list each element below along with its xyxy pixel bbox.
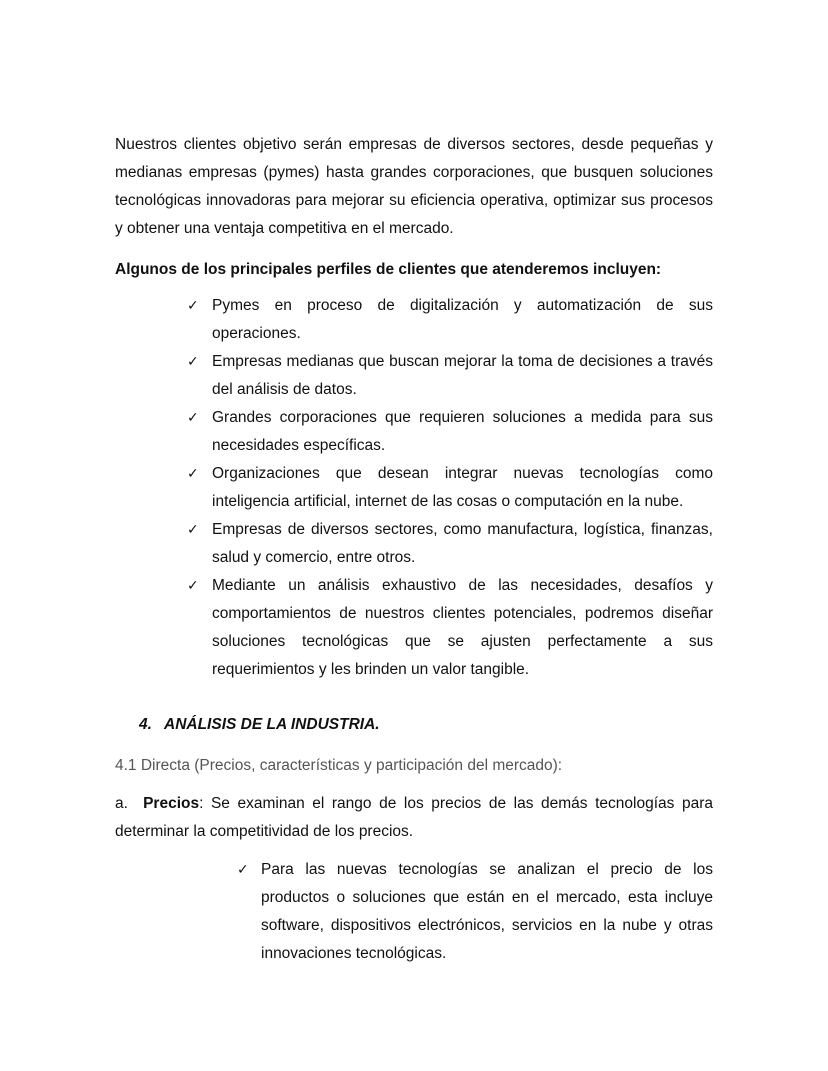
list-item-text: Pymes en proceso de digitalización y automatización de sus operaciones. [212,297,713,342]
checkmark-icon: ✓ [187,354,199,370]
item-a-label: Precios [143,795,200,812]
profiles-heading: Algunos de los principales perfiles de clientes que atenderemos incluyen: [115,261,662,278]
intro-paragraph: Nuestros clientes objetivo serán empresas de diversos sectores, desde pequeñas y medianas empresas (pymes) hasta grandes corporaciones, que busquen soluciones tecnológicas innovadoras para mejorar su eficiencia operativa, optimizar sus procesos y obtener una ventaja competitiva en el mercado. [115,136,713,237]
checkmark-icon: ✓ [187,410,199,426]
client-profiles-list [0,292,713,684]
section-heading [139,711,380,739]
list-item [0,460,713,516]
subsection-heading: 4.1 Directa (Precios, características y participación del mercado): [115,757,563,774]
checkmark-icon: ✓ [187,578,199,594]
item-a-paragraph [115,790,713,846]
item-a-text: : Se examinan el rango de los precios de las demás tecnologías para determinar la competitividad de los precios. [115,795,713,840]
list-item [0,404,713,460]
list-item-text: Empresas medianas que buscan mejorar la toma de decisiones a través del análisis de datos. [212,353,713,398]
list-item-text: Para las nuevas tecnologías se analizan el precio de los productos o soluciones que están en el mercado, esta incluye software, dispositivos electrónicos, servicios en la nube y otras innovaciones tecnológicas. [261,861,713,962]
checkmark-icon: ✓ [187,298,199,314]
section-title: ANÁLISIS DE LA INDUSTRIA. [164,716,380,733]
list-item [0,348,713,404]
list-item-text: Grandes corporaciones que requieren soluciones a medida para sus necesidades específicas. [212,409,713,454]
list-item-text: Mediante un análisis exhaustivo de las necesidades, desafíos y comportamientos de nuestros clientes potenciales, podremos diseñar soluciones tecnológicas que se ajusten perfectamente a sus requerimientos y les brinden un valor tangible. [212,577,713,678]
checkmark-icon: ✓ [187,522,199,538]
list-item [0,292,713,348]
section-number: 4. [139,716,152,733]
list-item [0,572,713,684]
checkmark-icon: ✓ [237,862,249,878]
list-item [0,856,713,968]
list-item-text: Empresas de diversos sectores, como manufactura, logística, finanzas, salud y comercio, entre otros. [212,521,713,566]
checkmark-icon: ✓ [187,466,199,482]
item-a-marker: a. [115,795,128,812]
list-item [0,516,713,572]
pricing-points-list [0,856,713,968]
list-item-text: Organizaciones que desean integrar nuevas tecnologías como inteligencia artificial, internet de las cosas o computación en la nube. [212,465,713,510]
